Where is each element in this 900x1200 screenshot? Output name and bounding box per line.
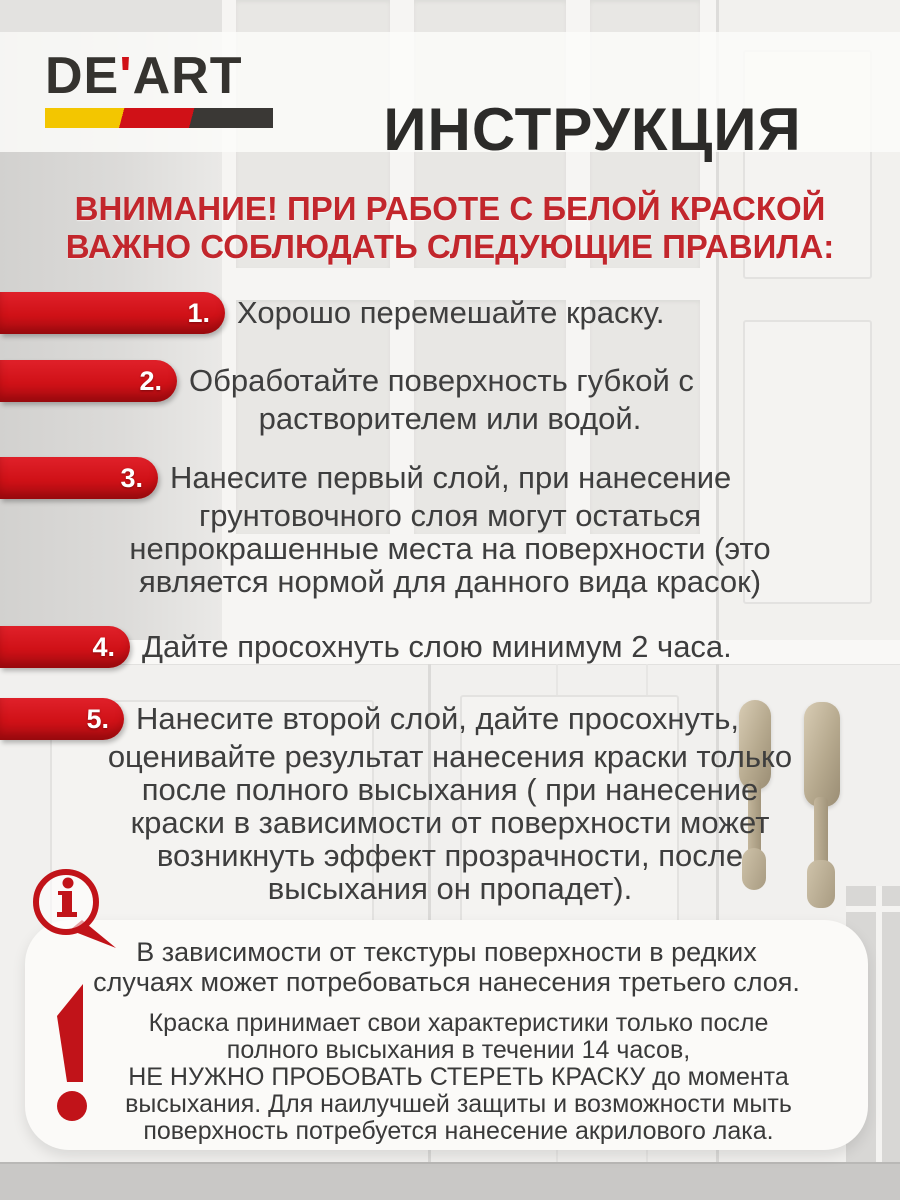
step-text-line: растворителем или водой. bbox=[258, 401, 642, 436]
step-text-line: Хорошо перемешайте краску. bbox=[237, 295, 665, 330]
step-text-line: оценивайте результат нанесения краски только bbox=[107, 739, 793, 774]
note-line: НЕ НУЖНО ПРОБОВАТЬ СТЕРЕТЬ КРАСКУ до момента bbox=[128, 1063, 789, 1091]
step-ribbon bbox=[0, 698, 124, 740]
step-ribbon bbox=[0, 292, 225, 334]
step-item-1 bbox=[0, 292, 900, 334]
note-line: В зависимости от текстуры поверхности в редких bbox=[136, 937, 757, 967]
note-paragraph-2 bbox=[25, 1010, 868, 1145]
warning-line-2: ВАЖНО СОБЛЮДАТЬ СЛЕДУЮЩИЕ ПРАВИЛА: bbox=[65, 228, 835, 265]
step-text-line: возникнуть эффект прозрачности, после bbox=[156, 838, 744, 873]
step-text-line: непрокрашенные места на поверхности (это bbox=[129, 531, 771, 566]
brand-logo-text: DE'ART bbox=[45, 47, 243, 105]
step-text-line: грунтовочного слоя могут остаться bbox=[198, 498, 702, 533]
step-item-4 bbox=[0, 626, 900, 668]
step-text-line: Нанесите второй слой, дайте просохнуть, bbox=[136, 701, 739, 736]
step-item-5 bbox=[0, 698, 900, 905]
step-number: 4. bbox=[92, 631, 115, 662]
floor-strip bbox=[0, 1162, 900, 1200]
brand-logo-stripe bbox=[45, 108, 273, 128]
step-ribbon bbox=[0, 457, 158, 499]
tile-line bbox=[876, 886, 882, 1162]
info-speech-bubble-icon bbox=[26, 864, 118, 956]
note-line: случаях может потребоваться нанесения третьего слоя. bbox=[93, 967, 800, 997]
brand-logo bbox=[45, 47, 275, 128]
page-title: ИНСТРУКЦИЯ bbox=[383, 96, 802, 164]
note-line: полного высыхания в течении 14 часов, bbox=[226, 1036, 691, 1064]
step-number: 1. bbox=[187, 297, 210, 328]
step-text-line: является нормой для данного вида красок) bbox=[138, 564, 762, 599]
note-line: поверхность потребуется нанесение акрилового лака. bbox=[143, 1117, 774, 1145]
note-paragraph-1 bbox=[25, 937, 868, 997]
step-number: 2. bbox=[139, 365, 162, 396]
step-text-line: краски в зависимости от поверхности может bbox=[130, 805, 770, 840]
step-item-3 bbox=[0, 457, 900, 598]
warning-heading bbox=[0, 190, 900, 266]
warning-line-1: ВНИМАНИЕ! ПРИ РАБОТЕ С БЕЛОЙ КРАСКОЙ bbox=[74, 190, 826, 227]
step-text-line: Нанесите первый слой, при нанесение bbox=[170, 460, 732, 495]
step-ribbon bbox=[0, 360, 177, 402]
tile-line bbox=[846, 906, 900, 912]
step-number: 3. bbox=[120, 462, 143, 493]
step-number: 5. bbox=[86, 703, 109, 734]
step-ribbon bbox=[0, 626, 130, 668]
note-line: Краска принимает свои характеристики только после bbox=[148, 1009, 769, 1037]
note-line: высыхания. Для наилучшей защиты и возможности мыть bbox=[125, 1090, 792, 1118]
step-text-line: после полного высыхания ( при нанесение bbox=[141, 772, 759, 807]
step-text-line: Дайте просохнуть слою минимум 2 часа. bbox=[142, 629, 732, 664]
exclamation-icon bbox=[46, 982, 98, 1127]
logo-apostrophe: ' bbox=[119, 47, 133, 105]
step-text-line: Обработайте поверхность губкой с bbox=[189, 363, 694, 398]
notes-box bbox=[25, 920, 868, 1150]
step-item-2 bbox=[0, 360, 900, 435]
step-text-line: высыхания он пропадет). bbox=[267, 871, 633, 906]
